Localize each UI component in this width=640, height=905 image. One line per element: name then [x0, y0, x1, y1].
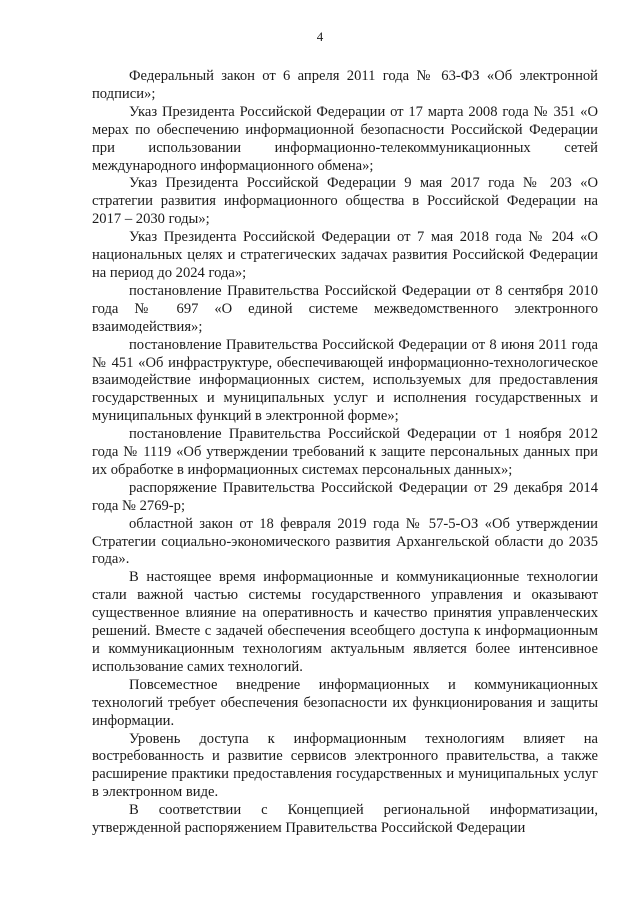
- page-number: 4: [316, 29, 324, 44]
- paragraph-order-2769: распоряжение Правительства Российской Федерации от 29 декабря 2014 года № 2769-р;: [92, 479, 598, 514]
- paragraph-access-level: Уровень доступа к информационным технологиям влияет на востребованность и развитие сервисов электронного правительства, а также расширение практики предоставления государственных и муниципальных услуг в электронном виде.: [92, 730, 598, 801]
- paragraph-decree-351: Указ Президента Российской Федерации от 17 марта 2008 года № 351 «О мерах по обеспечению информационной безопасности Российской Федерации при использовании информационно-телекоммуникационных сетей международного информационного обмена»;: [92, 103, 598, 174]
- paragraph-resolution-697: постановление Правительства Российской Федерации от 8 сентября 2010 года № 697 «О единой системе межведомственного электронного взаимодействия»;: [92, 282, 598, 335]
- paragraph-decree-204: Указ Президента Российской Федерации от 7 мая 2018 года № 204 «О национальных целях и стратегических задачах развития Российской Федерации на период до 2024 года»;: [92, 229, 598, 281]
- document-body: [92, 68, 598, 838]
- paragraph-law-63-fz: Федеральный закон от 6 апреля 2011 года № 63-ФЗ «Об электронной подписи»;: [92, 68, 598, 102]
- paragraph-resolution-1119: постановление Правительства Российской Федерации от 1 ноября 2012 года № 1119 «Об утверждении требований к защите персональных данных при их обработке в информационных системах персональных данных»;: [92, 426, 598, 478]
- paragraph-concept: В соответствии с Концепцией региональной информатизации, утвержденной распоряжением Правительства Российской Федерации: [92, 802, 598, 837]
- paragraph-decree-203: Указ Президента Российской Федерации 9 мая 2017 года № 203 «О стратегии развития информационного общества в Российской Федерации на 2017 – 2030 годы»;: [92, 175, 598, 228]
- paragraph-security: Повсеместное внедрение информационных и коммуникационных технологий требует обеспечения безопасности их функционирования и защиты информации.: [92, 676, 598, 729]
- paragraph-regional-law-57: областной закон от 18 февраля 2019 года № 57-5-ОЗ «Об утверждении Стратегии социально-экономического развития Архангельской области до 2035 года».: [92, 515, 598, 568]
- paragraph-ict-importance: В настоящее время информационные и коммуникационные технологии стали важной частью системы государственного управления и оказывают существенное влияние на оперативность и качество принятия управленческих решений. Вместе с задачей обеспечения всеобщего доступа к информационным и коммуникационным технологиям актуальным является более интенсивное использование самих технологий.: [92, 569, 598, 675]
- paragraph-resolution-451: постановление Правительства Российской Федерации от 8 июня 2011 года № 451 «Об инфраструктуре, обеспечивающей информационно-технологическое взаимодействие информационных систем, используемых для предоставления государственных и муниципальных услуг и исполнения государственных и муниципальных функций в электронной форме»;: [92, 336, 598, 425]
